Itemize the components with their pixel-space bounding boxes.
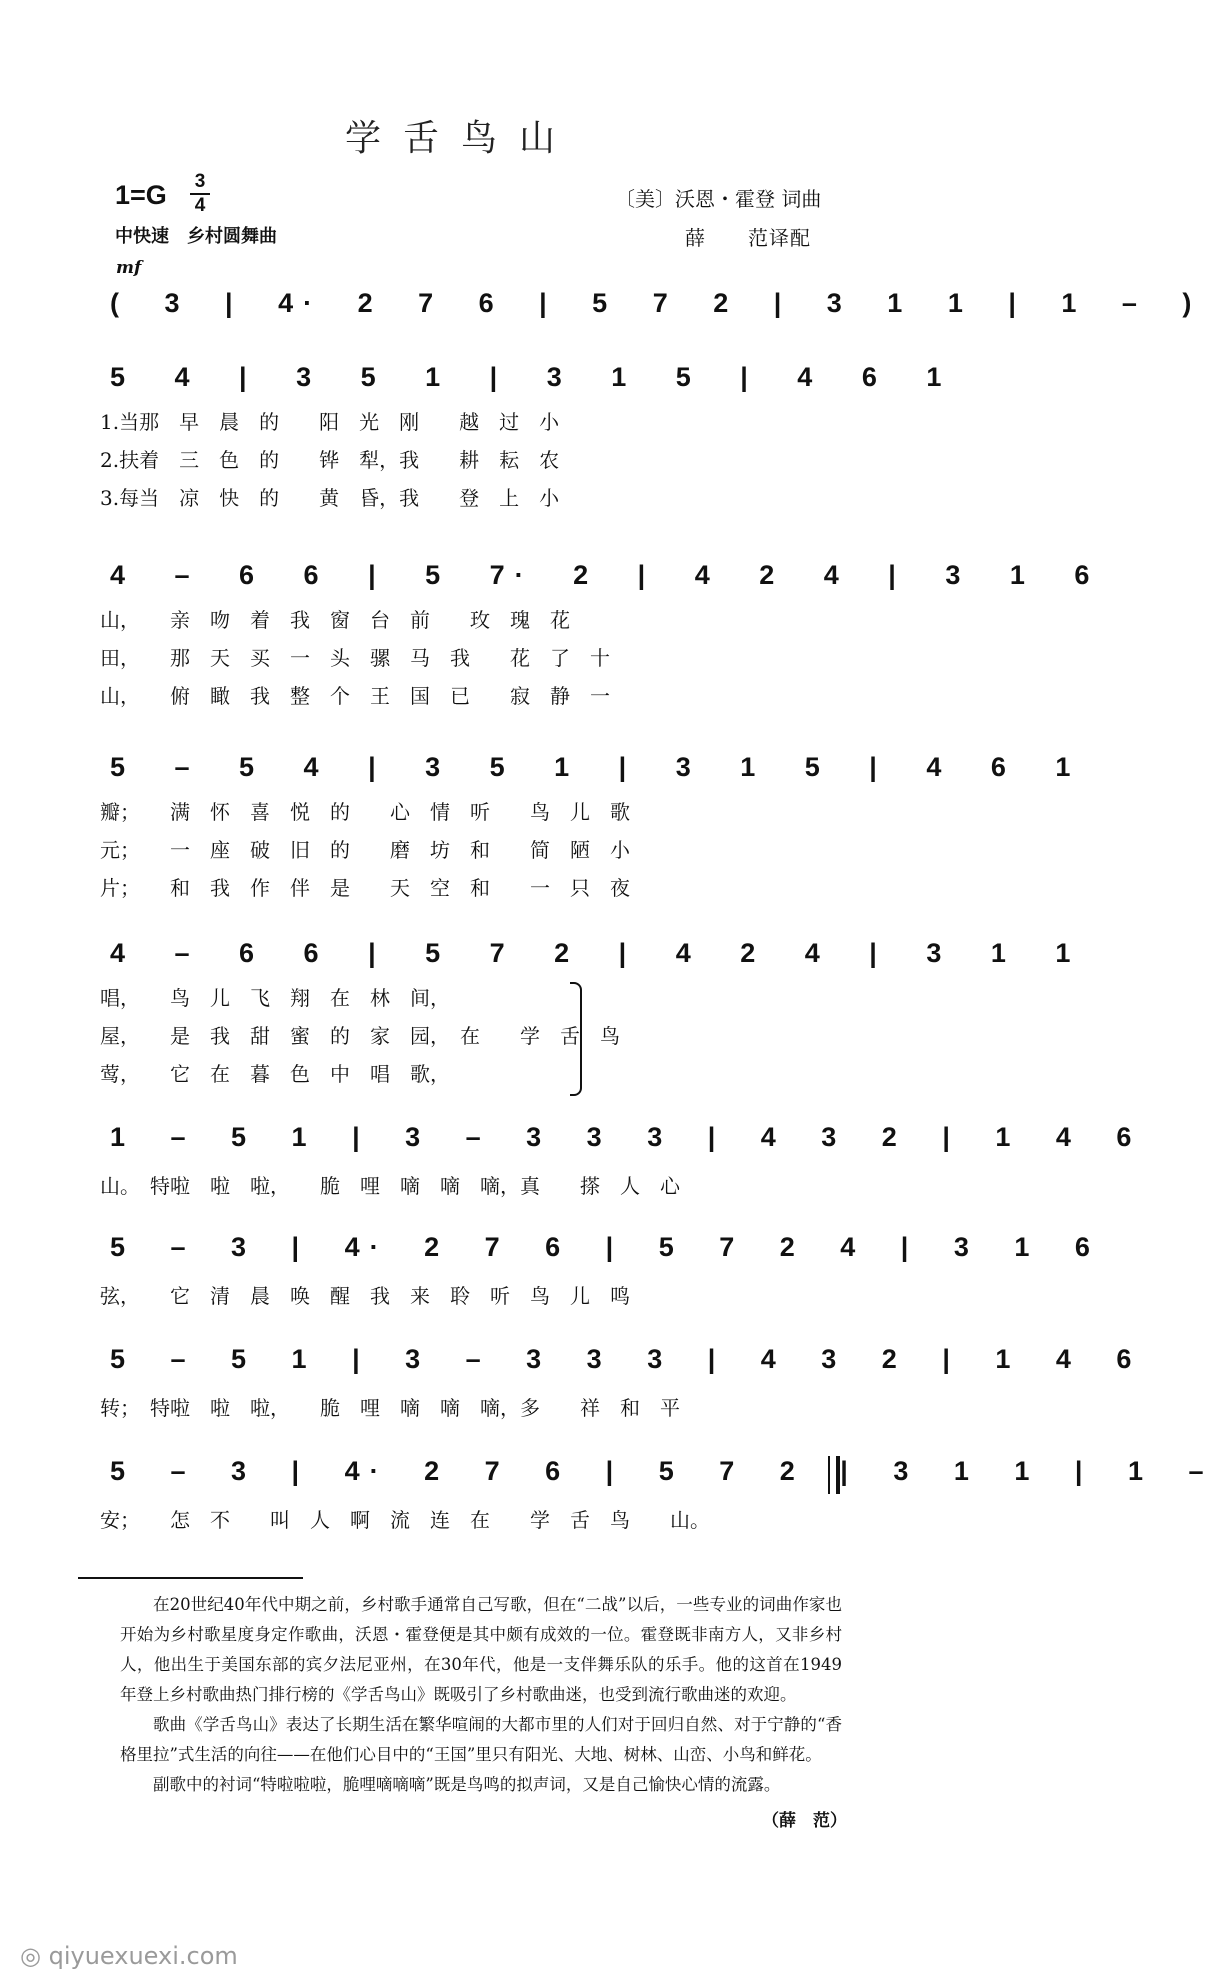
chorus-lyric: 转； 特啦 啦 啦， 脆 哩 嘀 嘀 嘀，多 祥 和 平 [100,1396,680,1420]
commentary-paragraph-2: 歌曲《学舌鸟山》表达了长期生活在繁华喧闹的大都市里的人们对于回归自然、对于宁静的“香格里拉”式生活的向往——在他们心目中的“王国”里只有阳光、大地、树林、山峦、小鸟和鲜花。 [120,1715,842,1764]
lyric-verse-2: 元； 一 座 破 旧 的 磨 坊 和 简 陋 小 [100,838,630,862]
notes-row-8: 5 – 3 | 4· 2 7 6 | 5 7 2 | 3 1 1 | 1 – [110,1456,1213,1486]
lyric-verse-3: 片； 和 我 作 伴 是 天 空 和 一 只 夜 [100,876,630,900]
watermark [20,1942,238,1970]
watermark-icon: ◎ [20,1942,41,1970]
lyric-verse-3: 莺， 它 在 暮 色 中 唱 歌， [100,1062,450,1086]
commentary-paragraph-3: 副歌中的衬词“特啦啦啦，脆哩嘀嘀嘀”既是鸟鸣的拟声词，又是自己愉快心情的流露。 [153,1775,781,1794]
chorus-lyric: 安； 怎 不 叫 人 啊 流 连 在 学 舌 鸟 山。 [100,1508,710,1532]
notes-row-5: 1 – 5 1 | 3 – 3 3 3 | 4 3 2 | 1 4 6 [110,1122,1142,1152]
song-title: 学舌鸟山 [344,118,577,159]
commentary-signature: （薛 范） [762,1811,847,1831]
lyric-verse-2: 屋， 是 我 甜 蜜 的 家 园， 在 学 舌 鸟 [100,1024,620,1048]
repeat-end-barline [828,1456,840,1494]
time-signature [190,172,210,216]
commentary-paragraph-1: 在20世纪40年代中期之前，乡村歌手通常自己写歌，但在“二战”以后，一些专业的词曲作家也开始为乡村歌星度身定作歌曲，沃恩・霍登便是其中颇有成效的一位。霍登既非南方人，又非乡村人，他出生于美国东部的宾夕法尼亚州，在30年代，他是一支伴舞乐队的乐手。他的这首在1949年登上乡村歌曲热门排行榜的《学舌鸟山》既吸引了乡村歌曲迷，也受到流行歌曲迷的欢迎。 [120,1595,842,1704]
intro-line [100,286,1202,330]
lyric-verse-2: 田， 那 天 买 一 头 骡 马 我 花 了 十 [100,646,610,670]
lyric-verse-1: 山， 亲 吻 着 我 窗 台 前 玫 瑰 花 [100,608,570,632]
translator-credit: 薛 范译配 [685,226,811,250]
lyric-verse-1: 唱， 鸟 儿 飞 翔 在 林 间， [100,986,450,1010]
notes-row-4: 4 – 6 6 | 5 7 2 | 4 2 4 | 3 1 1 [110,938,1081,968]
notes-row-3: 5 – 5 4 | 3 5 1 | 3 1 5 | 4 6 1 [110,752,1081,782]
tempo-marking: 中快速 乡村圆舞曲 [115,226,277,246]
commentary [120,1590,842,1800]
intro-notes: ( 3 | 4· 2 7 6 | 5 7 2 | 3 1 1 | 1 – ) [110,288,1202,318]
chorus-lyric: 弦， 它 清 晨 唤 醒 我 来 聆 听 鸟 儿 鸣 [100,1284,630,1308]
footnote-rule [78,1577,303,1579]
lyric-verse-3: 山， 俯 瞰 我 整 个 王 国 已 寂 静 一 [100,684,610,708]
lyricist-credit: 〔美〕沃恩・霍登 词曲 [615,187,822,211]
key-signature: 1=G [115,180,167,210]
chorus-lyric: 山。 特啦 啦 啦， 脆 哩 嘀 嘀 嘀，真 搽 人 心 [100,1174,680,1198]
lyric-verse-2: 2.扶着 三 色 的 铧 犁，我 耕 耘 农 [100,448,560,472]
time-denominator: 4 [194,195,206,216]
watermark-text: qiyuexuexi.com [48,1942,238,1970]
verse-brace [570,982,582,1096]
notes-row-1: 5 4 | 3 5 1 | 3 1 5 | 4 6 1 [110,362,952,392]
lyric-verse-1: 瓣； 满 怀 喜 悦 的 心 情 听 鸟 儿 歌 [100,800,630,824]
time-numerator: 3 [194,171,206,192]
lyric-verse-3: 3.每当 凉 快 的 黄 昏，我 登 上 小 [100,486,560,510]
notes-row-6: 5 – 3 | 4· 2 7 6 | 5 7 2 4 | 3 1 6 [110,1232,1100,1262]
lyric-verse-1: 1.当那 早 晨 的 阳 光 刚 越 过 小 [100,410,560,434]
dynamic-marking: mf [116,258,142,278]
notes-row-2: 4 – 6 6 | 5 7· 2 | 4 2 4 | 3 1 6 [110,560,1100,590]
notes-row-7: 5 – 5 1 | 3 – 3 3 3 | 4 3 2 | 1 4 6 [110,1344,1142,1374]
